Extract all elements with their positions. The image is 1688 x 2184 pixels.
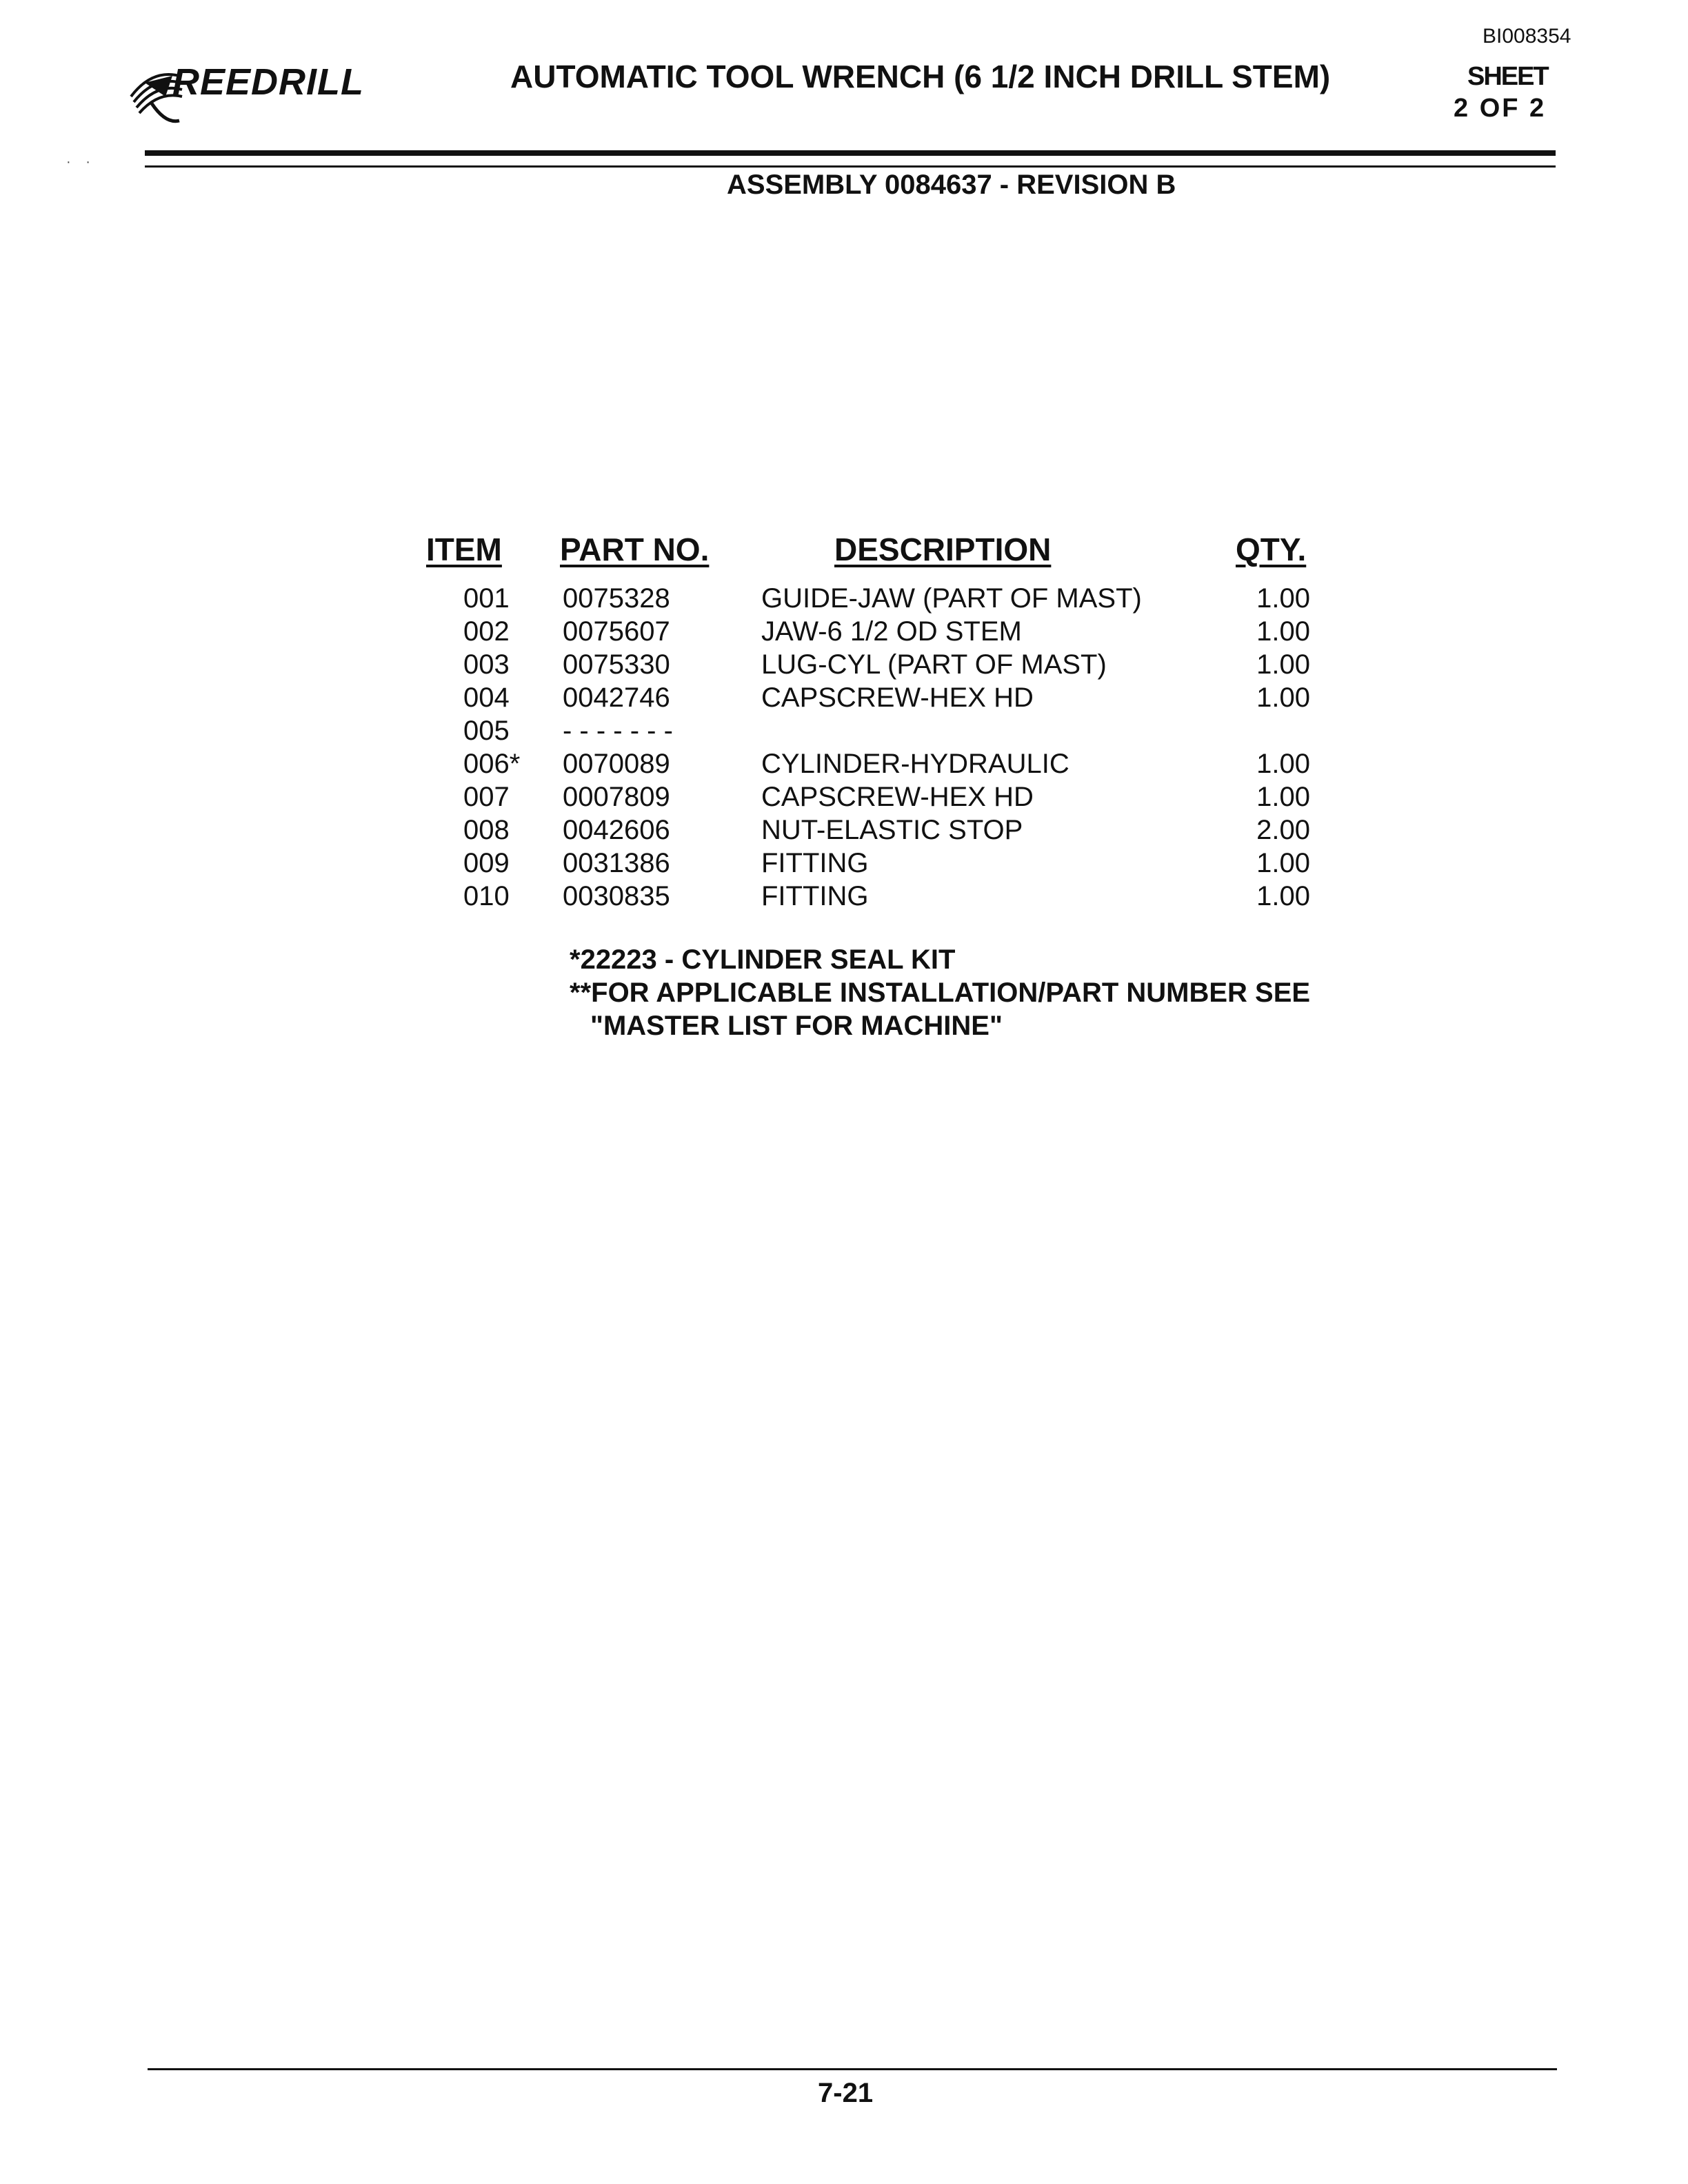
cell-qty: 1.00	[1256, 583, 1310, 614]
cell-description: JAW-6 1/2 OD STEM	[761, 616, 1022, 647]
cell-part-no: 0030835	[563, 881, 670, 911]
cell-item: 007	[463, 782, 510, 812]
cell-part-no: 0042746	[563, 682, 670, 713]
cell-part-no: 0007809	[563, 782, 670, 812]
footnote-applicable: **FOR APPLICABLE INSTALLATION/PART NUMBER SEE	[570, 978, 1311, 1008]
cell-item: 005	[463, 716, 510, 746]
company-logo	[124, 55, 386, 138]
table-row	[0, 815, 1688, 848]
table-row	[0, 848, 1688, 881]
column-header-description: DESCRIPTION	[834, 532, 1052, 567]
scan-specks: · ·	[66, 154, 96, 170]
table-row	[0, 782, 1688, 815]
document-id: BI008354	[1483, 25, 1571, 48]
cell-qty: 1.00	[1256, 616, 1310, 647]
cell-qty: 1.00	[1256, 649, 1310, 680]
table-row	[0, 749, 1688, 782]
cell-description: CAPSCREW-HEX HD	[761, 782, 1034, 812]
cell-description: FITTING	[761, 881, 869, 911]
footnote-seal-kit: *22223 - CYLINDER SEAL KIT	[570, 944, 956, 975]
header-rule-thick	[145, 150, 1556, 156]
cell-part-no: 0042606	[563, 815, 670, 845]
cell-description: LUG-CYL (PART OF MAST)	[761, 649, 1107, 680]
cell-qty: 1.00	[1256, 782, 1310, 812]
cell-item: 006*	[463, 749, 521, 779]
footnotes	[570, 943, 1310, 1042]
sheet-label: SHEET	[1467, 62, 1548, 91]
cell-qty: 1.00	[1256, 682, 1310, 713]
sheet-number: 2 OF 2	[1454, 94, 1547, 123]
cell-part-no: 0075330	[563, 649, 670, 680]
cell-description: NUT-ELASTIC STOP	[761, 815, 1023, 845]
table-row	[0, 583, 1688, 616]
table-row	[0, 649, 1688, 682]
header-rule-thin	[145, 165, 1556, 168]
cell-description: CAPSCREW-HEX HD	[761, 682, 1034, 713]
cell-item: 009	[463, 848, 510, 878]
footnote-master-list: "MASTER LIST FOR MACHINE"	[590, 1011, 1003, 1041]
cell-part-no: - - - - - - -	[563, 716, 673, 746]
table-row	[0, 881, 1688, 914]
column-header-part-no: PART NO.	[560, 532, 710, 567]
logo-wordmark: REEDRILL	[172, 61, 364, 103]
parts-table-body	[0, 583, 1688, 914]
cell-qty: 1.00	[1256, 749, 1310, 779]
cell-description: FITTING	[761, 848, 869, 878]
table-row	[0, 716, 1688, 749]
cell-qty: 2.00	[1256, 815, 1310, 845]
cell-item: 004	[463, 682, 510, 713]
column-header-qty: QTY.	[1236, 532, 1307, 567]
cell-description: CYLINDER-HYDRAULIC	[761, 749, 1069, 779]
page-number: 7-21	[818, 2078, 874, 2108]
cell-qty: 1.00	[1256, 848, 1310, 878]
document-title: AUTOMATIC TOOL WRENCH (6 1/2 INCH DRILL STEM)	[510, 59, 1331, 94]
cell-part-no: 0031386	[563, 848, 670, 878]
cell-item: 003	[463, 649, 510, 680]
cell-item: 002	[463, 616, 510, 647]
column-header-item: ITEM	[426, 532, 502, 567]
footer-rule	[148, 2068, 1557, 2070]
cell-item: 001	[463, 583, 510, 614]
cell-item: 008	[463, 815, 510, 845]
table-row	[0, 616, 1688, 649]
cell-part-no: 0075607	[563, 616, 670, 647]
assembly-heading: ASSEMBLY 0084637 - REVISION B	[727, 170, 1176, 200]
cell-part-no: 0075328	[563, 583, 670, 614]
cell-item: 010	[463, 881, 510, 911]
cell-description: GUIDE-JAW (PART OF MAST)	[761, 583, 1142, 614]
cell-part-no: 0070089	[563, 749, 670, 779]
cell-qty: 1.00	[1256, 881, 1310, 911]
table-row	[0, 682, 1688, 716]
